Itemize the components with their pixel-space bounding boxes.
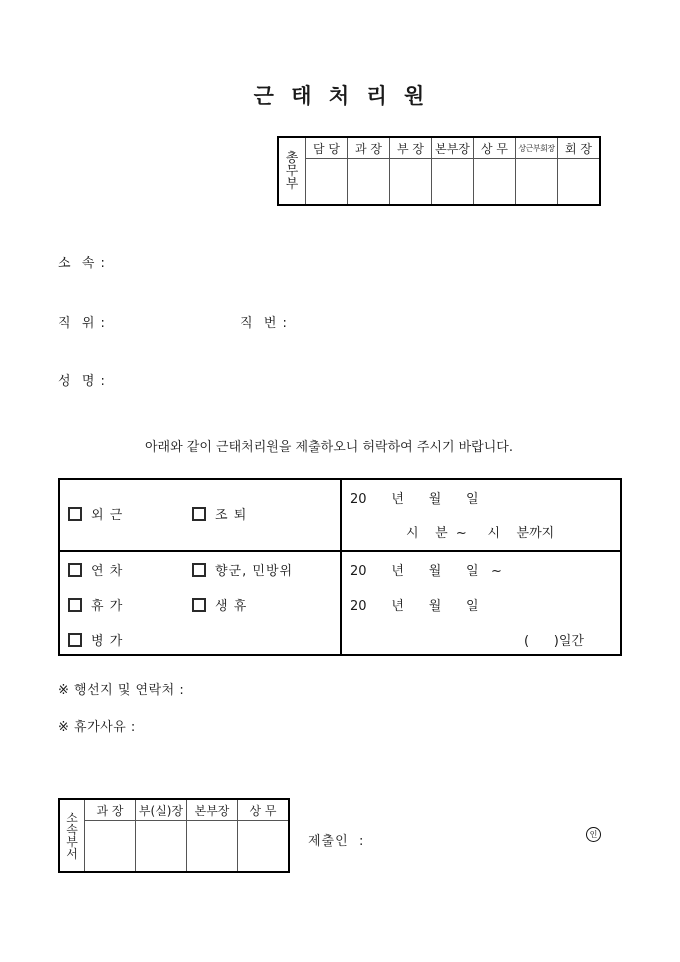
checkbox-sick-leave[interactable] — [68, 633, 82, 647]
option-label: 휴 가 — [91, 599, 124, 614]
affiliation-label: 소 속 : — [58, 256, 106, 271]
option-annual-leave — [68, 560, 123, 579]
checkbox-annual-leave[interactable] — [68, 563, 82, 577]
date-to-line: 20 년 월 일 — [350, 599, 479, 614]
option-label: 외 근 — [91, 508, 124, 523]
approval-table — [277, 136, 601, 206]
leave-request-table — [58, 478, 622, 656]
option-label: 조 퇴 — [215, 508, 248, 523]
option-outside-work — [68, 504, 123, 523]
time-line: 시 분 ~ 시 분까지 — [406, 526, 555, 541]
duration-line: ( )일간 — [523, 634, 584, 649]
side-char: 부 — [285, 176, 299, 192]
checkbox-menstrual-leave[interactable] — [192, 598, 206, 612]
approval-col-bujang: 부 장 — [390, 137, 432, 159]
approval-side-label — [279, 152, 305, 191]
option-sick-leave — [68, 630, 123, 649]
side-char: 서 — [66, 846, 78, 861]
approval-col-sangmu: 상 무 — [474, 137, 516, 159]
dept-col-bonbujang: 본부장 — [187, 799, 238, 821]
dept-sign-cell — [136, 821, 187, 873]
approval-sign-cell — [390, 159, 432, 206]
page-title: 근 태 처 리 원 — [253, 84, 427, 108]
option-reserve-forces — [192, 560, 293, 579]
checkbox-outside-work[interactable] — [68, 507, 82, 521]
approval-col-gwajang: 과 장 — [348, 137, 390, 159]
leave-period-cell-row2 — [342, 552, 620, 654]
approval-sign-cell — [348, 159, 390, 206]
side-char: 소 — [66, 810, 78, 825]
destination-note: ※ 행선지 및 연락처 : — [58, 683, 185, 698]
option-label: 병 가 — [91, 634, 124, 649]
approval-sign-cell — [432, 159, 474, 206]
dept-sign-cell — [238, 821, 290, 873]
position-label: 직 위 : — [58, 316, 106, 331]
dept-col-busiljang: 부(실)장 — [136, 799, 187, 821]
approval-col-hoejang: 회 장 — [558, 137, 601, 159]
approval-sign-cell — [516, 159, 558, 206]
option-label: 연 차 — [91, 564, 124, 579]
leave-type-cell-row2 — [60, 552, 340, 654]
approval-col-damdang: 담 당 — [306, 137, 348, 159]
option-label: 생 휴 — [215, 599, 248, 614]
option-vacation — [68, 595, 123, 614]
side-char: 총 — [285, 150, 299, 166]
side-char: 무 — [285, 163, 299, 179]
approval-col-bonbujang: 본부장 — [432, 137, 474, 159]
leave-period-cell-row1 — [342, 480, 620, 550]
checkbox-reserve-forces[interactable] — [192, 563, 206, 577]
name-label: 성 명 : — [58, 374, 106, 389]
option-early-leave — [192, 504, 247, 523]
dept-sign-cell — [187, 821, 238, 873]
dept-side-label — [60, 812, 84, 860]
seal-stamp-icon: 인 — [586, 827, 601, 842]
side-char: 속 — [66, 822, 78, 837]
department-table — [58, 798, 290, 873]
checkbox-vacation[interactable] — [68, 598, 82, 612]
leave-type-cell-row1 — [60, 480, 340, 550]
approval-sign-cell — [558, 159, 601, 206]
date-from-line: 20 년 월 일 ~ — [350, 564, 502, 579]
checkbox-early-leave[interactable] — [192, 507, 206, 521]
option-label: 향군, 민방위 — [215, 564, 294, 579]
vacation-reason-note: ※ 휴가사유 : — [58, 720, 136, 735]
option-menstrual-leave — [192, 595, 247, 614]
employee-no-label: 직 번 : — [240, 316, 288, 331]
approval-col-sanggeunbuhoejang: 상근부회장 — [516, 137, 558, 159]
approval-side-label-cell — [278, 137, 306, 205]
submitter-label: 제출인 : — [308, 834, 365, 849]
approval-sign-cell — [306, 159, 348, 206]
dept-sign-cell — [85, 821, 136, 873]
side-char: 부 — [66, 834, 78, 849]
dept-col-gwajang: 과 장 — [85, 799, 136, 821]
date-line: 20 년 월 일 — [350, 492, 479, 507]
request-statement: 아래와 같이 근태처리원을 제출하오니 허락하여 주시기 바랍니다. — [145, 440, 513, 455]
dept-col-sangmu: 상 무 — [238, 799, 290, 821]
dept-side-label-cell — [59, 799, 85, 872]
approval-sign-cell — [474, 159, 516, 206]
